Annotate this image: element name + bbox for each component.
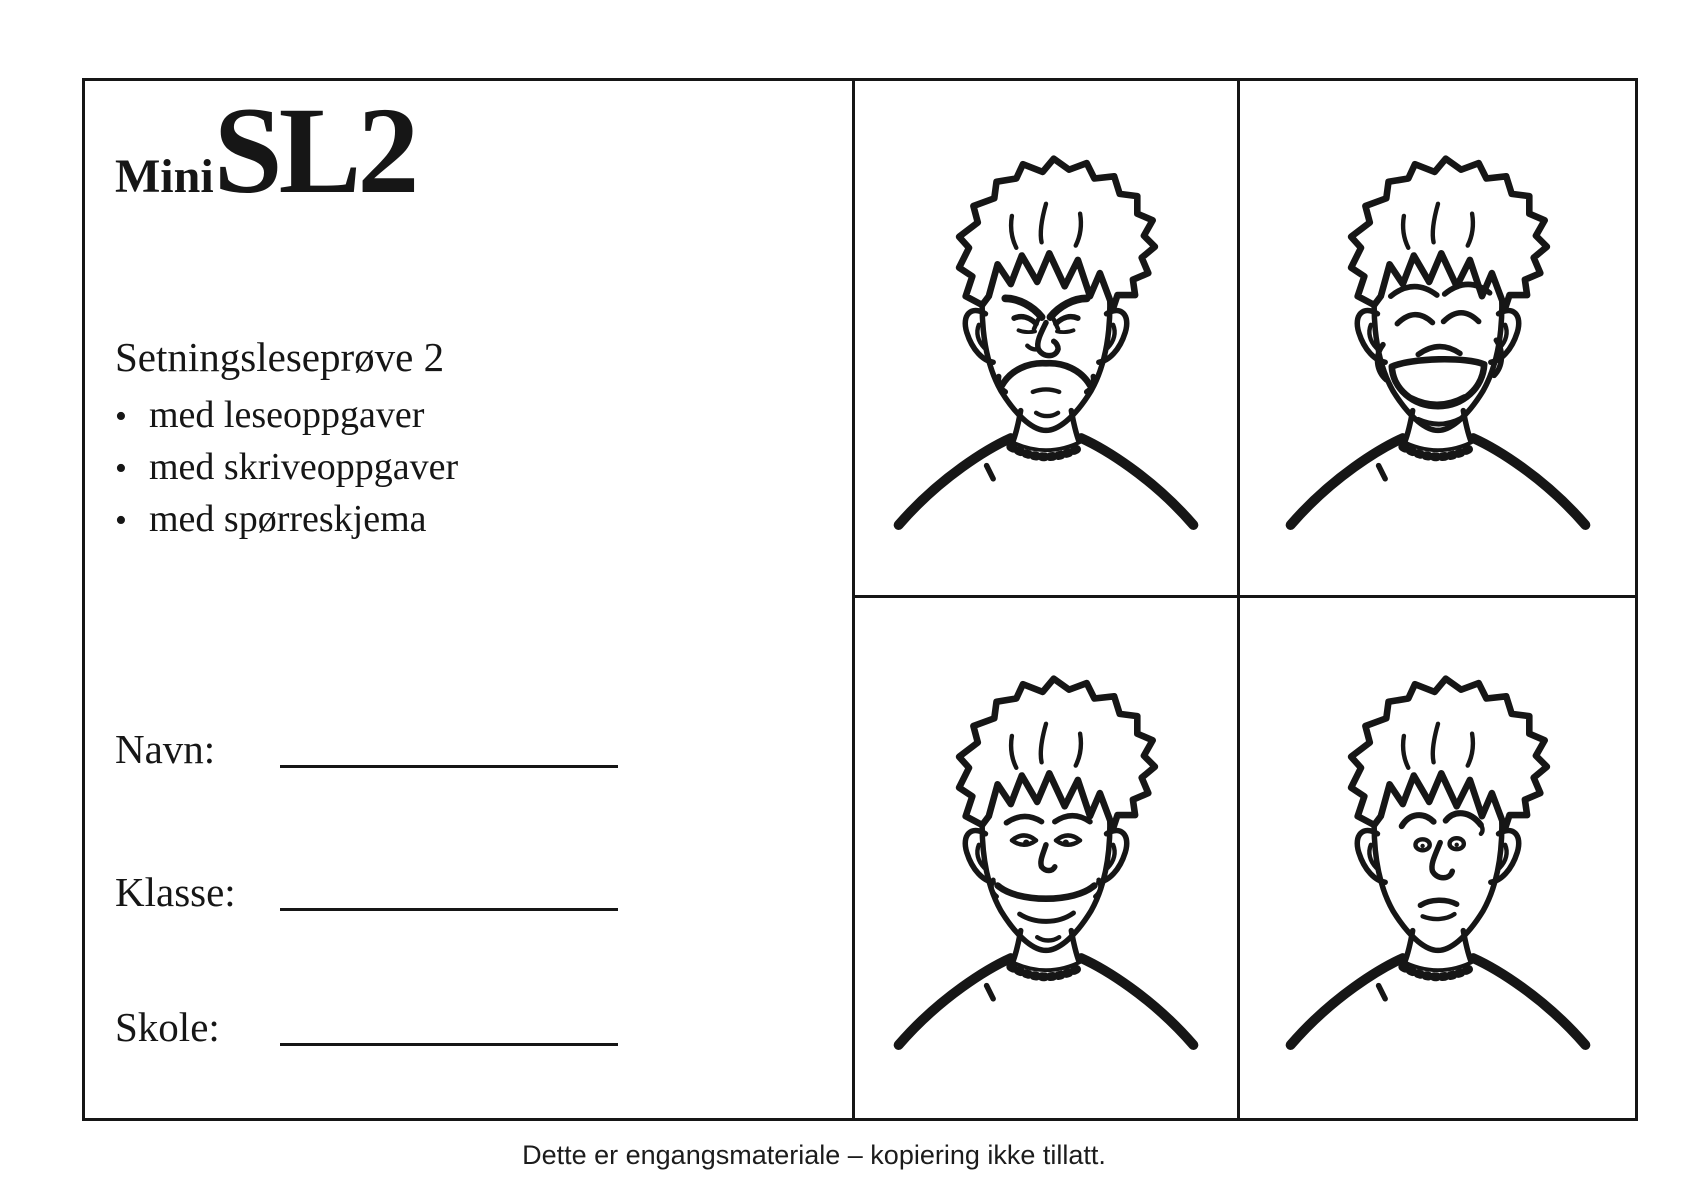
bullet-text: med skriveoppgaver <box>149 446 459 488</box>
school-field-row <box>115 1005 618 1050</box>
school-field-label: Skole: <box>115 1004 220 1050</box>
content-face-icon <box>881 649 1211 1067</box>
hair <box>1351 679 1547 829</box>
class-field-label: Klasse: <box>115 869 236 915</box>
laughing-expression <box>1377 284 1501 424</box>
bullet-icon: • <box>115 398 127 435</box>
hair <box>1351 159 1547 309</box>
bullet-text: med leseoppgaver <box>149 394 425 436</box>
class-write-in-line[interactable] <box>280 870 618 911</box>
name-field-label: Navn: <box>115 726 216 772</box>
list-item <box>115 393 458 445</box>
logo-prefix: Mini <box>115 150 214 203</box>
worried-face-icon <box>1273 649 1603 1067</box>
bullet-icon: • <box>115 502 127 539</box>
face-cell-bottom-right <box>1240 598 1635 1118</box>
school-write-in-line[interactable] <box>280 1005 618 1046</box>
angry-face-icon <box>881 129 1211 547</box>
mini-sl2-logo <box>115 82 416 219</box>
hair <box>959 159 1155 309</box>
logo-name: SL2 <box>213 82 416 219</box>
necklace <box>1009 960 1084 977</box>
worried-expression <box>1401 813 1482 919</box>
title-panel <box>85 81 852 1118</box>
hair <box>959 679 1155 829</box>
necklace <box>1009 440 1084 457</box>
list-item <box>115 445 458 497</box>
face-cell-bottom-left <box>855 598 1240 1118</box>
laughing-face-icon <box>1273 129 1603 547</box>
bullet-text: med spørreskjema <box>149 498 427 540</box>
copyright-note: Dette er engangsmateriale – kopiering ikke tillatt. <box>522 1140 1106 1170</box>
bullet-icon: • <box>115 450 127 487</box>
necklace <box>1400 440 1475 457</box>
angry-expression <box>998 298 1093 416</box>
list-item <box>115 497 458 549</box>
face-cell-top-left <box>855 81 1240 598</box>
faces-grid <box>852 81 1635 1118</box>
face-cell-top-right <box>1240 81 1635 598</box>
name-write-in-line[interactable] <box>280 727 618 768</box>
test-cover-sheet <box>82 78 1638 1121</box>
necklace <box>1400 960 1475 977</box>
class-field-row <box>115 870 618 915</box>
test-description <box>115 333 458 549</box>
test-title: Setningsleseprøve 2 <box>115 334 445 380</box>
name-field-row <box>115 727 618 772</box>
